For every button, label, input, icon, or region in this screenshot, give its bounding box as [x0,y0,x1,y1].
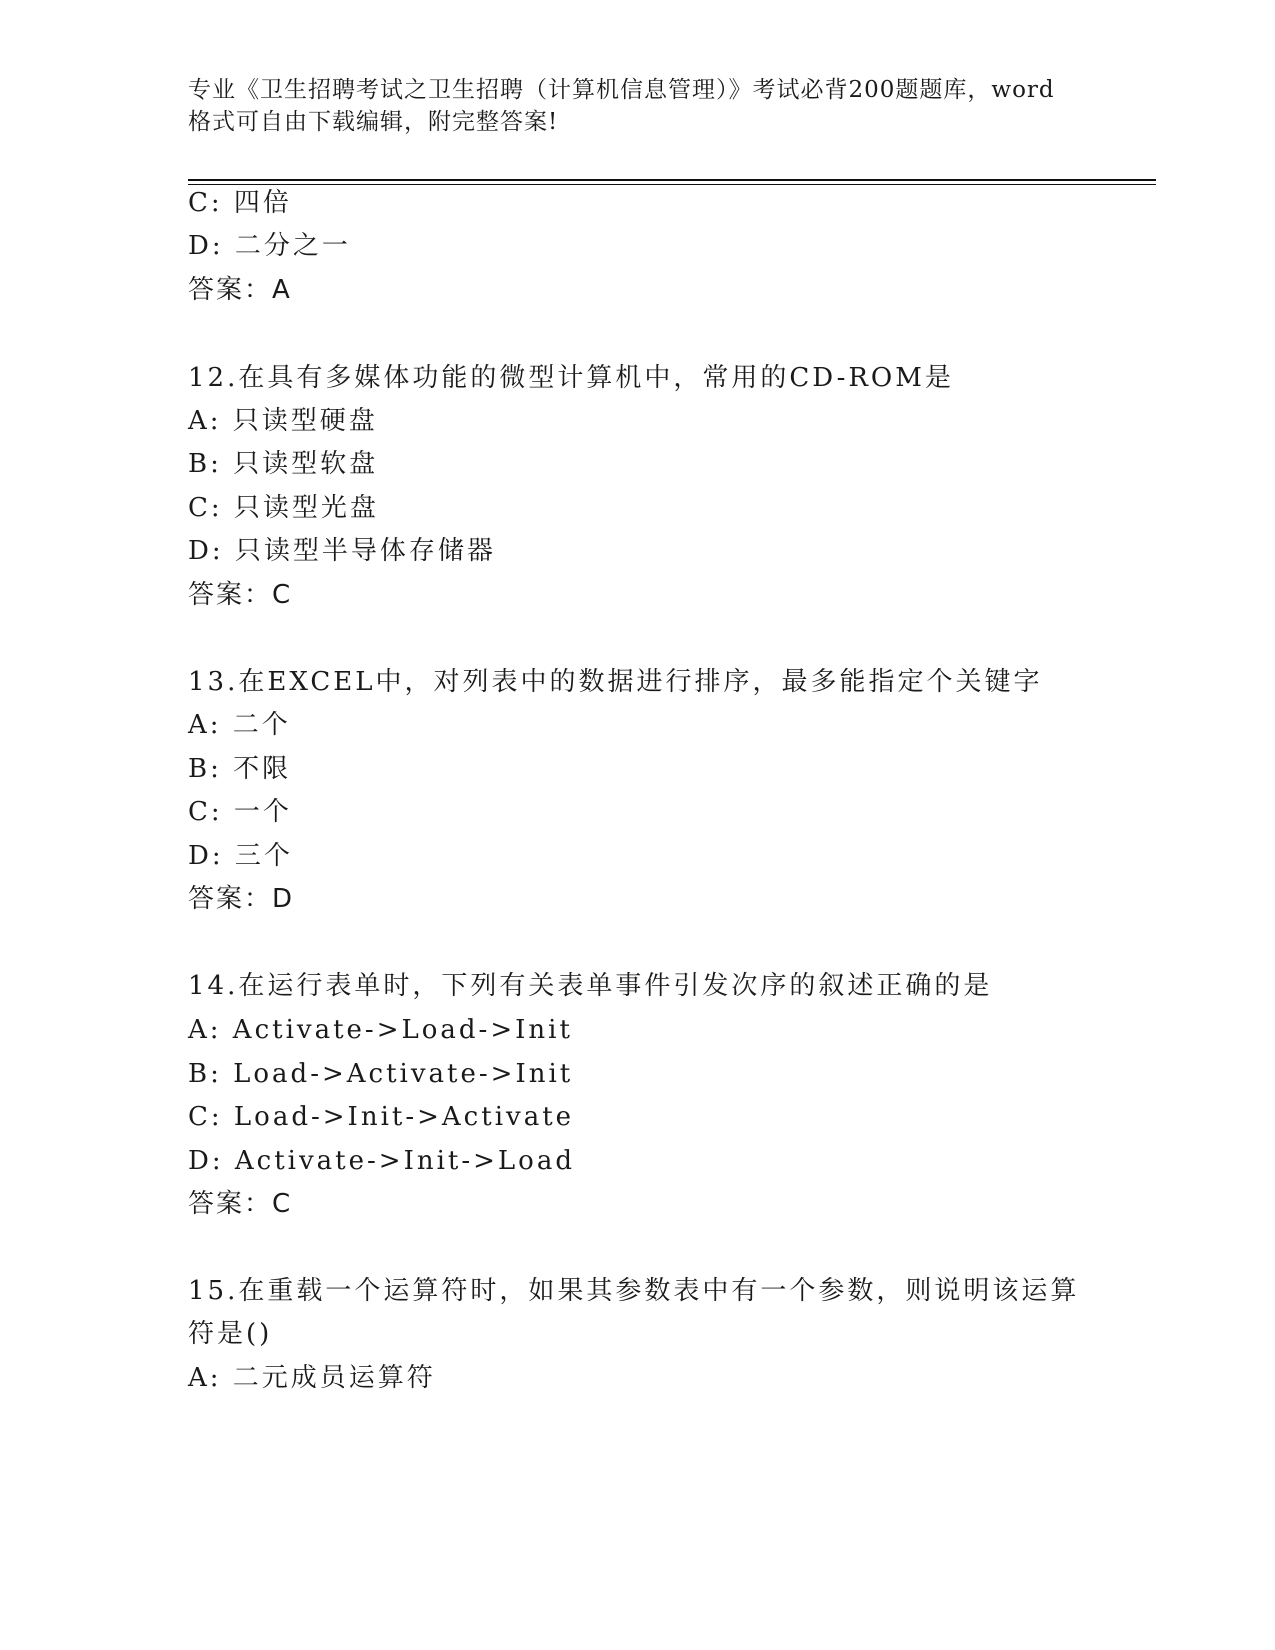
q14-option-b: B: Load->Activate->Init [188,1059,574,1089]
q12-option-d: D: 只读型半导体存储器 [188,536,496,566]
q12-option-b: B: 只读型软盘 [188,449,379,479]
q12-question: 12.在具有多媒体功能的微型计算机中，常用的CD-ROM是 [188,363,954,393]
q12-answer: 答案：C [188,580,293,610]
q15-question-line-1: 15.在重载一个运算符时，如果其参数表中有一个参数，则说明该运算 [188,1276,1080,1306]
q13-option-d: D: 三个 [188,841,293,871]
q14-option-a: A: Activate->Load->Init [188,1015,573,1045]
document-header [188,74,1088,138]
header-line-2: 格式可自由下载编辑，附完整答案! [188,109,559,135]
q13-answer: 答案：D [188,884,295,914]
q11-option-d: D: 二分之一 [188,231,351,261]
q12-option-c: C: 只读型光盘 [188,493,379,523]
q15-question-line-2: 符是() [188,1319,273,1349]
q12-option-a: A: 只读型硬盘 [188,406,378,436]
header-divider-thin [188,184,1156,185]
q14-question: 14.在运行表单时，下列有关表单事件引发次序的叙述正确的是 [188,971,993,1001]
q14-option-c: C: Load->Init->Activate [188,1102,575,1132]
q14-option-d: D: Activate->Init->Load [188,1146,575,1176]
q13-option-b: B: 不限 [188,754,292,784]
q13-option-c: C: 一个 [188,797,292,827]
q13-question: 13.在EXCEL中，对列表中的数据进行排序，最多能指定个关键字 [188,667,1043,697]
header-divider-thick [188,179,1156,181]
q13-option-a: A: 二个 [188,710,291,740]
q15-option-a: A: 二元成员运算符 [188,1363,436,1393]
q14-answer: 答案：C [188,1189,293,1219]
q11-answer: 答案：A [188,275,292,305]
header-line-1: 专业《卫生招聘考试之卫生招聘（计算机信息管理）》考试必背200题题库，word [188,77,1055,103]
q11-option-c: C: 四倍 [188,188,292,218]
